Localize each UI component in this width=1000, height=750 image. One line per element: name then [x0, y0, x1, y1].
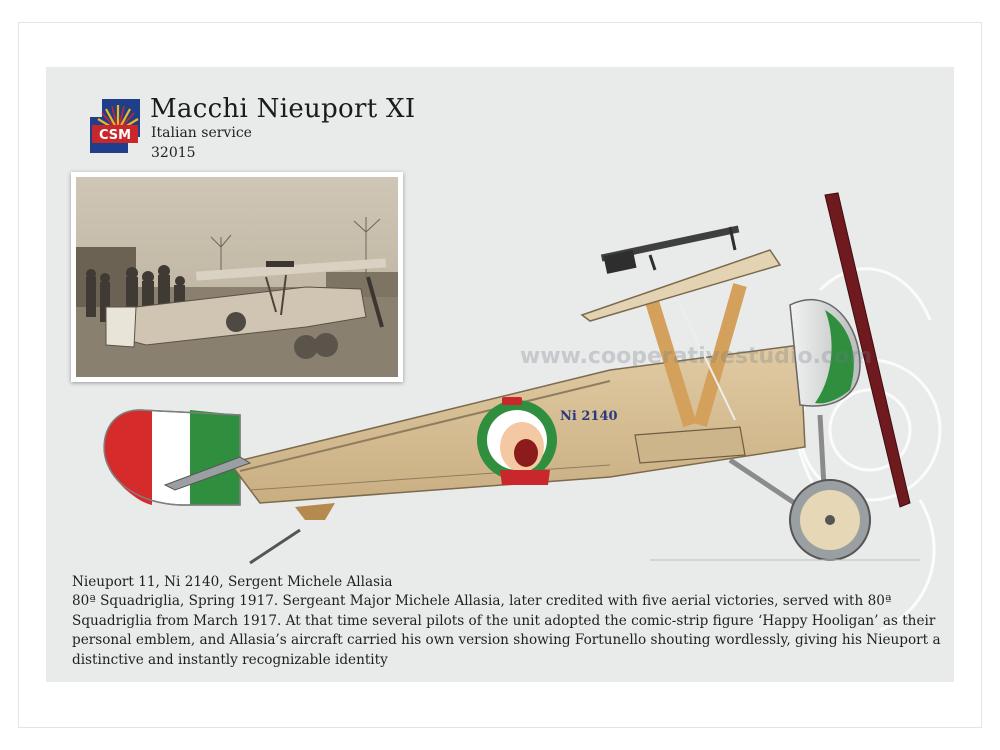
page-title: Macchi Nieuport XI: [150, 94, 416, 124]
kit-code: 32015: [151, 145, 196, 161]
rudder: [104, 410, 240, 505]
profile-caption: [72, 573, 942, 670]
machine-gun: [601, 226, 739, 274]
caption-heading: Nieuport 11, Ni 2140, Sergent Michele Allasia: [72, 574, 393, 590]
csm-logo: [88, 97, 142, 155]
page-subtitle: Italian service: [151, 125, 252, 141]
watermark-text: www.cooperativestudio.com: [520, 344, 872, 369]
serial-marking: Ni 2140: [560, 409, 618, 424]
logo-text: CSM: [98, 128, 132, 143]
caption-description: 80ª Squadriglia, Spring 1917. Sergeant Major Michele Allasia, later credited with five aerial victories, served with 80ª Squadriglia from March 1917. At that time several pilots of the unit adopted the comic-strip figure ‘Happy Hooligan’ as their personal emblem, and Allasia’s aircraft carried his own version showing Fortunello shouting wordlessly, giving his Nieuport a distinctive and instantly recognizable identity: [72, 593, 941, 668]
aircraft-profile: [90, 185, 920, 575]
